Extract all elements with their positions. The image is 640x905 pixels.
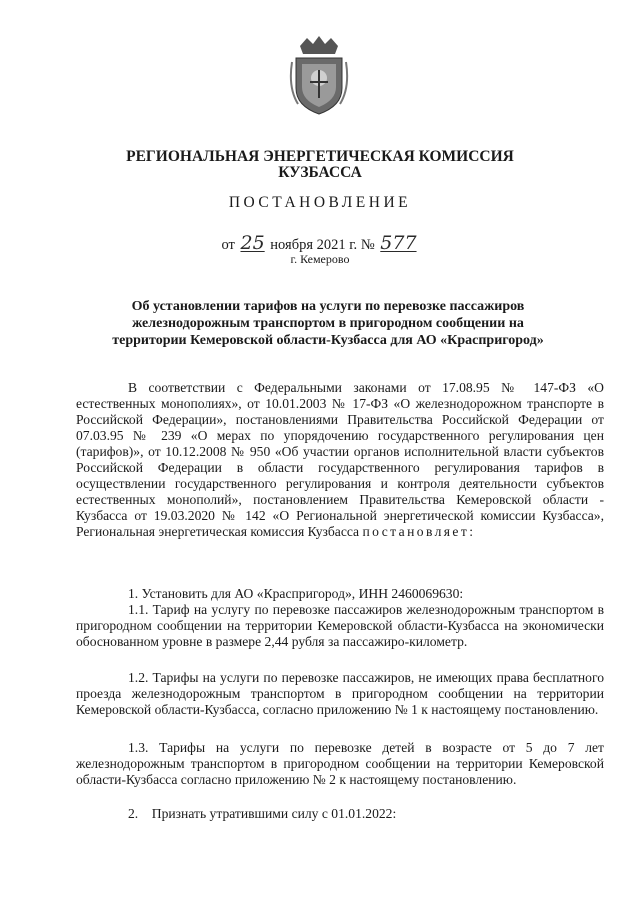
date-prefix: от xyxy=(221,237,235,253)
date-number-line xyxy=(60,232,580,254)
item-1-1-text: 1.1. Тариф на услугу по перевозке пассажиров железнодорожным транспортом в пригородном сообщении на территории Кемеровской области-Кузбасса на экономически обоснованном уровне в размере 2,44 рубля за пассажиро-километр. xyxy=(76,602,604,649)
date-day-handwritten: 25 xyxy=(240,232,265,254)
organization-name-line1: РЕГИОНАЛЬНАЯ ЭНЕРГЕТИЧЕСКАЯ КОМИССИЯ xyxy=(126,148,514,165)
item-2-text: 2. Признать утратившими силу с 01.01.2022: xyxy=(128,806,397,821)
preamble-text: В соответствии с Федеральными законами от 17.08.95 № 147-ФЗ «О естественных монополиях», от 10.01.2003 № 17-ФЗ «О железнодорожном транспорте в Российской Федерации», постановлениями Правительства Российской Федерации от 07.03.95 № 239 «О мерах по упорядочению государственного регулирования цен (тарифов)», от 10.12.2008 № 950 «Об участии органов исполнительной власти субъектов Российской Федерации в области государственного регулирования тарифов в осуществлении государственного регулирования и контроля деятельности субъектов естественных монополий», постановлением Правительства Кемеровской области - Кузбасса от 19.03.2020 № 142 «О Региональной энергетической комиссии Кузбасса», Региональная энергетическая комиссия Кузбасса xyxy=(76,380,604,539)
number-sign: № xyxy=(360,237,375,253)
item-1-2 xyxy=(76,670,604,718)
title-line1: Об установлении тарифов на услуги по перевозке пассажиров xyxy=(131,299,525,314)
item-1-3 xyxy=(76,740,604,788)
document-title xyxy=(76,298,580,349)
preamble-paragraph xyxy=(76,380,604,540)
title-line3: территории Кемеровской области-Кузбасса для АО «Краспригород» xyxy=(112,333,544,348)
title-line2: железнодорожным транспортом в пригородном сообщении на xyxy=(132,316,524,331)
item-1-text: 1. Установить для АО «Краспригород», ИНН 2460069630: xyxy=(128,586,464,601)
item-1-2-text: 1.2. Тарифы на услуги по перевозке пассажиров, не имеющих права бесплатного проезда железнодорожным транспортом в пригородном сообщении на территории Кемеровской области-Кузбасса, согласно приложению № 1 к настоящему постановлению. xyxy=(76,670,604,717)
coat-of-arms-emblem xyxy=(288,32,350,118)
decree-word: постановляет: xyxy=(362,524,476,539)
document-number-handwritten: 577 xyxy=(380,232,417,254)
item-2 xyxy=(76,806,604,822)
item-1 xyxy=(76,586,604,602)
organization-name-line2: КУЗБАССА xyxy=(278,164,362,181)
item-1-1 xyxy=(76,602,604,650)
document-type: ПОСТАНОВЛЕНИЕ xyxy=(228,194,412,211)
city: г. Кемерово xyxy=(290,252,350,266)
date-month-year: ноября 2021 г. xyxy=(270,237,358,253)
item-1-3-text: 1.3. Тарифы на услуги по перевозке детей в возрасте от 5 до 7 лет железнодорожным транспортом в пригородном сообщении на территории Кемеровской области-Кузбасса согласно приложению № 2 к настоящему постановлению. xyxy=(76,740,604,787)
preamble-block xyxy=(76,380,604,540)
